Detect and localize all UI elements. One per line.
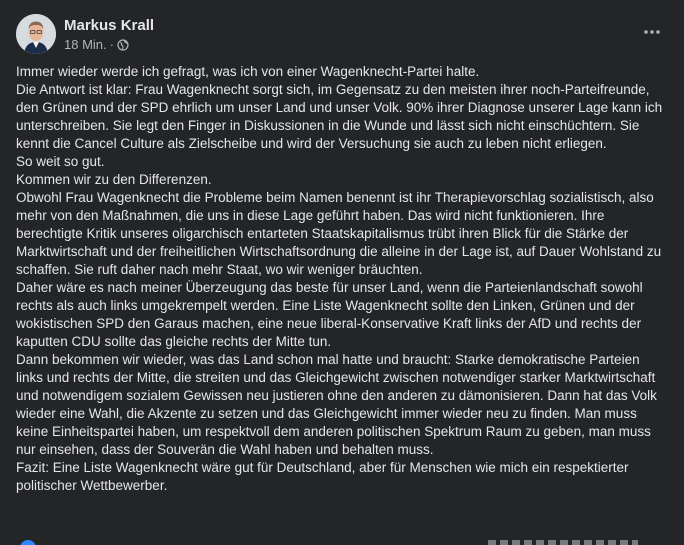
post-paragraph: Die Antwort ist klar: Frau Wagenknecht sorgt sich, im Gegensatz zu den meisten ihrer noch-Parteifreunde, den Grünen und der SPD ehrlich um unser Land und unser Volk. 90% ihrer Diagnose unserer Lage kann ich unterschreiben. Sie legt den Finger in Diskussionen in die Wunde und lässt sich nicht einschüchtern. Sie kennt die Cancel Culture als Zielscheibe und wird der Versuchung sie auch zu leben nicht erliegen.	[16, 82, 663, 151]
post-timestamp[interactable]: 18 Min.	[64, 36, 107, 52]
more-options-button[interactable]	[634, 18, 670, 46]
post-header	[16, 12, 154, 56]
post-paragraph: Dann bekommen wir wieder, was das Land schon mal hatte und braucht: Starke demokratische Parteien links und rechts der Mitte, die streiten und das Gleichgewicht zwischen notwendiger starker Marktwirtschaft und notwendigem sozialem Gewissen neu justieren ohne den anderen zu dämonisieren. Dann hat das Volk wieder eine Wahl, die Akzente zu setzen und das Gleichgewicht immer wieder neu zu finden. Man muss keine Einheitspartei haben, um respektvoll dem anderen politischen Spektrum Raum zu geben, man muss nur einsehen, dass der Souverän die Wahl haben und behalten muss.	[16, 352, 657, 457]
post-meta	[64, 16, 154, 53]
post-paragraph: Obwohl Frau Wagenknecht die Probleme beim Namen benennt ist ihr Therapievorschlag sozialistisch, also mehr von den Maßnahmen, die uns in diese Lage geführt haben. Das wird nicht funktionieren. Ihre berechtigte Kritik unseres oligarchisch entarteten Staatskapitalismus trübt ihren Blick für die Stärke der Marktwirtschaft und der freiheitlichen Wirtschaftsordnung die alleine in der Lage ist, auf Dauer Wohlstand zu schaffen. Sie ruft daher nach mehr Staat, wo wir weniger bräuchten.	[16, 190, 662, 277]
post-paragraph: So weit so gut.	[16, 154, 105, 169]
more-horizontal-icon	[642, 22, 662, 42]
like-reaction-icon[interactable]	[20, 540, 36, 545]
post-paragraph: Fazit: Eine Liste Wagenknecht wäre gut für Deutschland, aber für Menschen wie mich ein respektierter politischer Wettbewerber.	[16, 460, 629, 493]
author-name[interactable]: Markus Krall	[64, 16, 155, 34]
post-paragraph: Daher wäre es nach meiner Überzeugung das beste für unser Land, wenn die Parteienlandschaft sowohl rechts als auch links umgekrempelt werden. Eine Liste Wagenknecht sollte den Linken, Grünen und der wokistischen SPD den Garaus machen, eine neue liberal-Konservative Kraft links der AfD und rechts der kaputten CDU sollte das gleiche rechts der Mitte tun.	[16, 280, 643, 349]
meta-separator: ·	[109, 36, 114, 52]
post-body	[16, 63, 668, 495]
avatar-image	[16, 14, 56, 54]
reactions-bar	[0, 539, 684, 545]
post-paragraph: Immer wieder werde ich gefragt, was ich von einer Wagenknecht-Partei halte.	[16, 64, 480, 79]
post-paragraph: Kommen wir zu den Differenzen.	[16, 172, 212, 187]
globe-icon[interactable]	[117, 39, 129, 51]
author-avatar[interactable]	[16, 14, 56, 54]
engagement-stats[interactable]	[488, 540, 638, 545]
post-subline	[64, 37, 154, 53]
